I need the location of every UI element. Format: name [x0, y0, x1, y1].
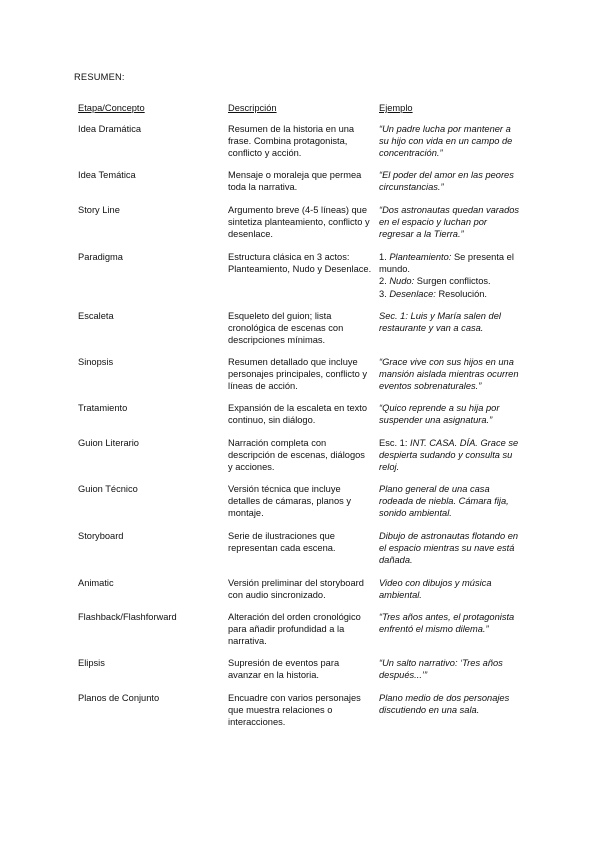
- example-text: 1.: [379, 252, 390, 262]
- example-italic-text: “Un salto narrativo: ‘Tres años: [379, 658, 503, 668]
- example-italic-text: Plano general de una casa: [379, 484, 490, 494]
- example-cell: [379, 123, 519, 160]
- example-italic-text: el espacio mientras su nave está: [379, 543, 515, 554]
- description-line: representan cada escena.: [228, 543, 336, 554]
- example-line: [379, 589, 519, 601]
- example-italic-text: mansión aislada mientras ocurren: [379, 369, 519, 380]
- description-line: líneas de acción.: [228, 381, 298, 392]
- example-line: [379, 483, 519, 495]
- example-italic-text: después...’”: [379, 670, 428, 681]
- example-cell: [379, 611, 519, 635]
- example-italic-text: discutiendo en una sala.: [379, 705, 480, 716]
- example-text: Resolución.: [435, 288, 488, 299]
- example-line: [379, 495, 519, 507]
- example-italic-text: Video con dibujos y música: [379, 578, 492, 588]
- example-italic-text: “El poder del amor en las peores: [379, 170, 514, 180]
- concept-cell: Sinopsis: [78, 357, 114, 367]
- concept-cell: Guion Literario: [78, 438, 139, 448]
- example-italic-text: enfrentó el mismo dilema.”: [379, 624, 489, 635]
- example-cell: [379, 251, 519, 300]
- example-line: [379, 437, 519, 449]
- description-line: Versión técnica que incluye: [228, 484, 341, 494]
- header-example: Ejemplo: [379, 103, 413, 113]
- example-text: Esc. 1:: [379, 438, 411, 448]
- example-line: [379, 251, 519, 263]
- description-cell: [228, 530, 370, 554]
- description-line: Planteamiento, Nudo y Desenlace.: [228, 264, 372, 275]
- example-text: 2.: [379, 276, 390, 287]
- example-italic-text: sonido ambiental.: [379, 508, 452, 519]
- example-italic-text: restaurante y van a casa.: [379, 323, 484, 334]
- description-cell: [228, 123, 370, 160]
- example-line: [379, 356, 519, 368]
- example-italic-text: “Dos astronautas quedan varados: [379, 205, 520, 215]
- example-italic-text: Dibujo de astronautas flotando en: [379, 531, 519, 541]
- description-line: Versión preliminar del storyboard: [228, 578, 364, 588]
- description-line: Resumen detallado que incluye: [228, 357, 358, 367]
- example-cell: [379, 657, 519, 681]
- example-line: [379, 704, 519, 716]
- concept-cell: Guion Técnico: [78, 484, 138, 494]
- example-cell: [379, 530, 519, 567]
- description-line: Alteración del orden cronológico: [228, 612, 361, 622]
- example-italic-text: en el espacio y luchan por: [379, 217, 488, 228]
- description-line: cronológica de escenas con: [228, 323, 344, 334]
- example-italic-text: Nudo:: [389, 276, 415, 287]
- example-cell: [379, 310, 519, 334]
- description-line: Estructura clásica en 3 actos:: [228, 252, 350, 262]
- description-line: descripción de escenas, diálogos: [228, 450, 365, 461]
- description-line: sintetiza planteamiento, conflicto y: [228, 217, 370, 228]
- description-line: interacciones.: [228, 717, 286, 728]
- example-italic-text: INT. CASA. DÍA. Grace se: [410, 438, 519, 448]
- description-cell: [228, 169, 370, 193]
- description-cell: [228, 204, 370, 241]
- example-line: [379, 554, 519, 566]
- example-line: [379, 669, 519, 681]
- example-line: [379, 147, 519, 159]
- description-cell: [228, 657, 370, 681]
- example-italic-text: “Tres años antes, el protagonista: [379, 612, 515, 622]
- description-line: descripciones mínimas.: [228, 335, 326, 346]
- example-italic-text: suspender una asignatura.”: [379, 415, 493, 426]
- document-title: RESUMEN:: [74, 72, 125, 82]
- example-italic-text: “Quico reprende a su hija por: [379, 403, 500, 413]
- example-line: [379, 657, 519, 669]
- example-line: [379, 623, 519, 635]
- example-italic-text: regresar a la Tierra.”: [379, 229, 464, 240]
- example-text: Surgen conflictos.: [414, 276, 491, 287]
- example-line: [379, 263, 519, 275]
- example-line: [379, 611, 519, 623]
- description-line: avanzar en la historia.: [228, 670, 319, 681]
- description-cell: [228, 611, 370, 648]
- example-line: [379, 275, 519, 287]
- concept-cell: Tratamiento: [78, 403, 128, 413]
- description-line: para añadir profundidad a la: [228, 624, 345, 635]
- header-concept: Etapa/Concepto: [78, 103, 145, 113]
- example-italic-text: Sec. 1: Luis y María salen del: [379, 311, 501, 321]
- concept-cell: Elipsis: [78, 658, 105, 668]
- example-line: [379, 368, 519, 380]
- example-italic-text: circunstancias.”: [379, 182, 444, 193]
- header-description: Descripción: [228, 103, 277, 113]
- description-cell: [228, 692, 370, 729]
- example-cell: [379, 402, 519, 426]
- description-line: Esqueleto del guion; lista: [228, 311, 332, 321]
- example-cell: [379, 483, 519, 520]
- example-line: [379, 169, 519, 181]
- concept-cell: Escaleta: [78, 311, 114, 321]
- concept-cell: Story Line: [78, 205, 120, 215]
- example-line: [379, 135, 519, 147]
- description-line: toda la narrativa.: [228, 182, 298, 193]
- example-italic-text: eventos sobrenaturales.”: [379, 381, 482, 392]
- example-cell: [379, 204, 519, 241]
- concept-cell: Idea Dramática: [78, 124, 142, 134]
- description-line: personajes principales, conflicto y: [228, 369, 368, 380]
- example-italic-text: Plano medio de dos personajes: [379, 693, 510, 703]
- description-cell: [228, 356, 370, 393]
- example-line: [379, 449, 519, 461]
- example-line: [379, 228, 519, 240]
- example-line: [379, 181, 519, 193]
- example-line: [379, 322, 519, 334]
- example-cell: [379, 437, 519, 474]
- example-italic-text: rodeada de niebla. Cámara fija,: [379, 496, 509, 507]
- example-italic-text: su hijo con vida en un campo de: [379, 136, 513, 147]
- description-cell: [228, 310, 370, 347]
- description-cell: [228, 251, 370, 275]
- example-line: [379, 216, 519, 228]
- example-italic-text: reloj.: [379, 462, 400, 473]
- example-line: [379, 204, 519, 216]
- description-line: Argumento breve (4-5 líneas) que: [228, 205, 368, 215]
- example-italic-text: despierta sudando y consulta su: [379, 450, 513, 461]
- concept-cell: Flashback/Flashforward: [78, 612, 177, 622]
- description-line: narrativa.: [228, 636, 267, 647]
- example-italic-text: Planteamiento:: [389, 252, 452, 262]
- example-cell: [379, 169, 519, 193]
- example-text: mundo.: [379, 264, 411, 275]
- concept-cell: Paradigma: [78, 252, 123, 262]
- example-line: [379, 380, 519, 392]
- description-line: frase. Combina protagonista,: [228, 136, 348, 147]
- description-line: Expansión de la escaleta en texto: [228, 403, 368, 413]
- description-line: Narración completa con: [228, 438, 327, 448]
- example-line: [379, 530, 519, 542]
- example-italic-text: ambiental.: [379, 590, 422, 601]
- example-line: [379, 507, 519, 519]
- example-line: [379, 461, 519, 473]
- concept-cell: Planos de Conjunto: [78, 693, 160, 703]
- example-line: [379, 577, 519, 589]
- description-cell: [228, 577, 370, 601]
- example-italic-text: “Un padre lucha por mantener a: [379, 124, 511, 134]
- description-line: conflicto y acción.: [228, 148, 302, 159]
- description-line: Resumen de la historia en una: [228, 124, 355, 134]
- example-line: [379, 310, 519, 322]
- description-line: Encuadre con varios personajes: [228, 693, 361, 703]
- description-cell: [228, 483, 370, 520]
- example-line: [379, 414, 519, 426]
- concept-cell: Animatic: [78, 578, 114, 588]
- description-line: desenlace.: [228, 229, 273, 240]
- example-line: [379, 542, 519, 554]
- description-line: Supresión de eventos para: [228, 658, 340, 668]
- description-line: continuo, sin diálogo.: [228, 415, 316, 426]
- description-line: Serie de ilustraciones que: [228, 531, 335, 541]
- description-line: detalles de cámaras, planos y: [228, 496, 351, 507]
- description-line: montaje.: [228, 508, 264, 519]
- description-cell: [228, 402, 370, 426]
- example-line: [379, 288, 519, 300]
- example-italic-text: dañada.: [379, 555, 413, 566]
- example-italic-text: Desenlace:: [389, 288, 436, 299]
- example-line: [379, 692, 519, 704]
- concept-cell: Storyboard: [78, 531, 124, 541]
- example-italic-text: concentración.”: [379, 148, 443, 159]
- concept-cell: Idea Temática: [78, 170, 136, 180]
- example-italic-text: “Grace vive con sus hijos en una: [379, 357, 514, 367]
- example-line: [379, 123, 519, 135]
- example-cell: [379, 577, 519, 601]
- description-line: y acciones.: [228, 462, 275, 473]
- example-text: 3.: [379, 288, 390, 299]
- example-line: [379, 402, 519, 414]
- example-cell: [379, 692, 519, 716]
- description-line: que muestra relaciones o: [228, 705, 333, 716]
- example-text: Se presenta el: [451, 252, 514, 262]
- example-cell: [379, 356, 519, 393]
- description-cell: [228, 437, 370, 474]
- description-line: con audio sincronizado.: [228, 590, 326, 601]
- description-line: Mensaje o moraleja que permea: [228, 170, 362, 180]
